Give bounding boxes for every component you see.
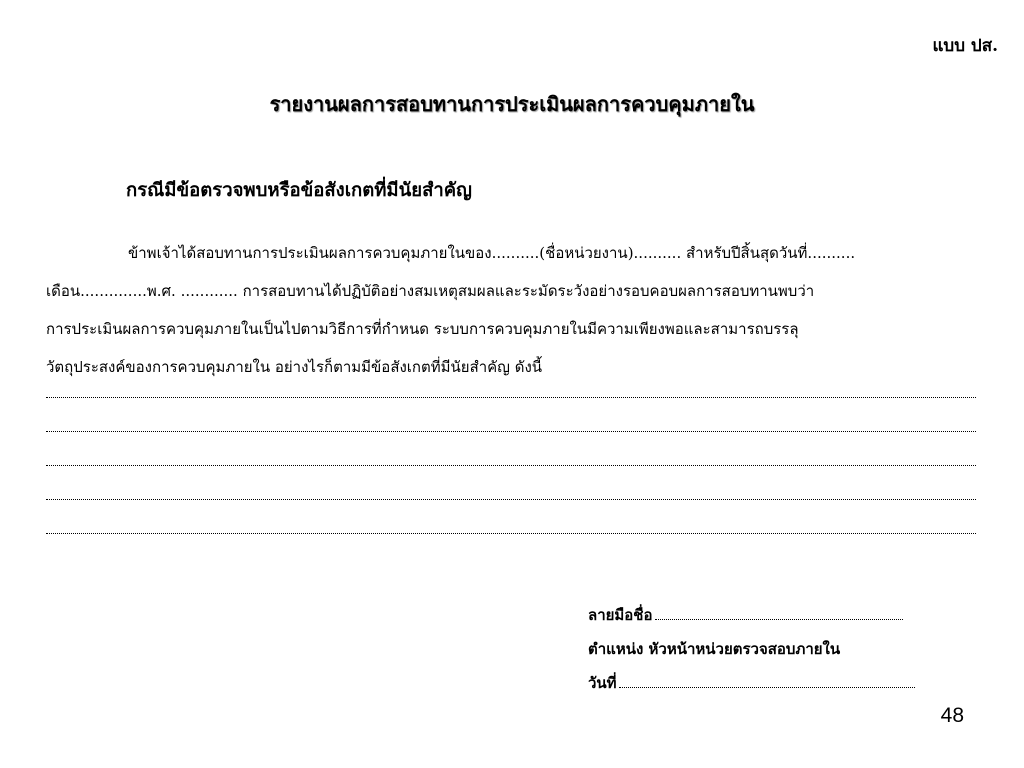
- signature-fill-line: [655, 609, 903, 620]
- body-line-1: ข้าพเจ้าได้สอบทานการประเมินผลการควบคุมภายในของ..........(ชื่อหน่วยงาน).......... สำหรับปีสิ้นสุดวันที่..........: [128, 244, 856, 262]
- body-line-2: เดือน..............พ.ศ. ............ การสอบทานได้ปฏิบัติอย่างสมเหตุสมผลและระมัดระวังอย่างรอบคอบผลการสอบทานพบว่า: [46, 282, 815, 300]
- body-line-3: การประเมินผลการควบคุมภายในเป็นไปตามวิธีการที่กำหนด ระบบการควบคุมภายในมีความเพียงพอและสามารถบรรลุ: [46, 320, 799, 338]
- fill-line-1: [46, 374, 976, 408]
- date-label: วันที่: [588, 674, 617, 692]
- fill-line-2: [46, 408, 976, 442]
- signature-block: [588, 598, 915, 700]
- position-label: ตำแหน่ง หัวหน้าหน่วยตรวจสอบภายใน: [588, 640, 841, 658]
- page-number: 48: [940, 704, 964, 727]
- body-paragraph: [46, 234, 976, 386]
- observation-fill-lines: [46, 374, 976, 544]
- document-title: รายงานผลการสอบทานการประเมินผลการควบคุมภายใน: [269, 92, 755, 116]
- form-code: แบบ ปส.: [932, 36, 998, 56]
- body-line-4: วัตถุประสงค์ของการควบคุมภายใน อย่างไรก็ตามมีข้อสังเกตที่มีนัยสำคัญ ดังนี้: [46, 358, 543, 376]
- signature-row: [588, 598, 915, 632]
- fill-line-3: [46, 442, 976, 476]
- fill-line-5: [46, 510, 976, 544]
- position-row: [588, 632, 915, 666]
- date-fill-line: [619, 677, 915, 688]
- signature-label: ลายมือชื่อ: [588, 606, 653, 624]
- case-heading: กรณีมีข้อตรวจพบหรือข้อสังเกตที่มีนัยสำคัญ: [126, 180, 472, 201]
- fill-line-4: [46, 476, 976, 510]
- date-row: [588, 666, 915, 700]
